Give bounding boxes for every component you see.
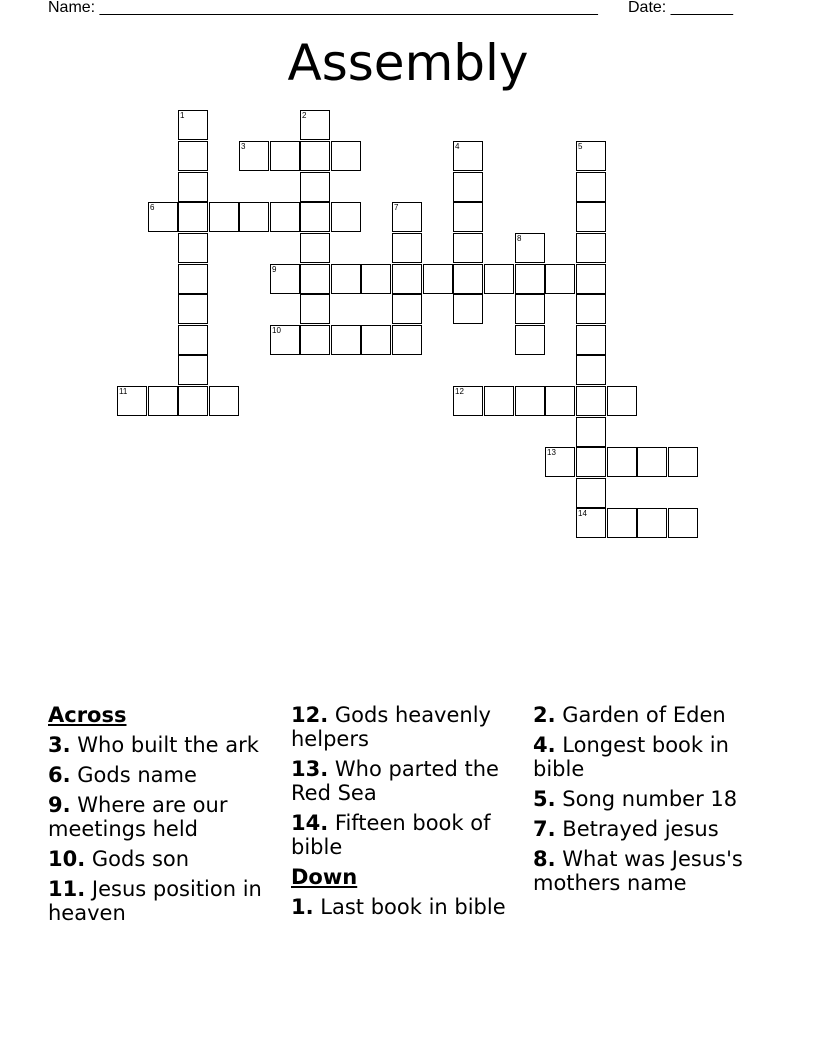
crossword-cell[interactable]	[331, 264, 361, 294]
crossword-cell[interactable]	[270, 202, 300, 232]
crossword-cell[interactable]	[607, 386, 637, 416]
crossword-cell[interactable]	[178, 325, 208, 355]
cell-number: 9	[272, 265, 277, 274]
clue-across-6: 6. Gods name	[48, 763, 197, 787]
clues-column-3	[533, 703, 765, 901]
crossword-cell[interactable]	[331, 325, 361, 355]
down-heading: Down	[291, 865, 358, 889]
crossword-cell[interactable]	[361, 325, 391, 355]
crossword-cell[interactable]	[300, 172, 330, 202]
cell-number: 1	[180, 111, 185, 120]
cell-number: 4	[455, 142, 460, 151]
cell-number: 7	[394, 203, 399, 212]
crossword-cell[interactable]	[576, 233, 606, 263]
clue-down-7: 7. Betrayed jesus	[533, 817, 719, 841]
crossword-cell[interactable]	[637, 508, 667, 538]
crossword-cell[interactable]	[607, 447, 637, 477]
clue-down-5: 5. Song number 18	[533, 787, 738, 811]
crossword-cell[interactable]	[178, 141, 208, 171]
cell-number: 13	[547, 448, 556, 457]
crossword-cell[interactable]	[209, 202, 239, 232]
crossword-cell[interactable]	[331, 202, 361, 232]
crossword-cell[interactable]	[637, 447, 667, 477]
crossword-cell[interactable]	[239, 202, 269, 232]
crossword-cell[interactable]	[453, 294, 483, 324]
crossword-cell[interactable]	[576, 447, 606, 477]
clue-down-1: 1. Last book in bible	[291, 895, 506, 919]
crossword-cell[interactable]	[484, 386, 514, 416]
crossword-cell[interactable]	[545, 386, 575, 416]
cell-number: 6	[150, 203, 155, 212]
crossword-cell[interactable]	[453, 264, 483, 294]
crossword-cell[interactable]	[576, 386, 606, 416]
crossword-cell[interactable]	[209, 386, 239, 416]
crossword-cell[interactable]	[453, 233, 483, 263]
across-heading: Across	[48, 703, 127, 727]
crossword-cell[interactable]	[576, 202, 606, 232]
crossword-cell[interactable]	[392, 294, 422, 324]
crossword-cell[interactable]	[178, 355, 208, 385]
crossword-cell[interactable]	[178, 386, 208, 416]
crossword-cell[interactable]	[576, 325, 606, 355]
clue-down-4: 4. Longest book in bible	[533, 733, 729, 781]
crossword-cell[interactable]	[515, 264, 545, 294]
crossword-cell[interactable]	[178, 264, 208, 294]
cell-number: 3	[241, 142, 246, 151]
cell-number: 5	[578, 142, 583, 151]
crossword-cell[interactable]	[178, 172, 208, 202]
crossword-cell[interactable]	[545, 264, 575, 294]
crossword-cell[interactable]	[392, 325, 422, 355]
clue-across-14: 14. Fifteen book of bible	[291, 811, 491, 859]
crossword-cell[interactable]	[392, 233, 422, 263]
clues-column-2	[291, 703, 523, 925]
crossword-cell[interactable]	[300, 294, 330, 324]
crossword-cell[interactable]	[576, 417, 606, 447]
clue-across-11: 11. Jesus position in heaven	[48, 877, 262, 925]
crossword-cell[interactable]	[515, 325, 545, 355]
crossword-cell[interactable]	[148, 386, 178, 416]
crossword-cell[interactable]	[576, 172, 606, 202]
cell-number: 10	[272, 326, 281, 335]
crossword-cell[interactable]	[270, 141, 300, 171]
crossword-cell[interactable]	[300, 141, 330, 171]
clue-across-12: 12. Gods heavenly helpers	[291, 703, 491, 751]
crossword-cell[interactable]	[453, 202, 483, 232]
clue-across-13: 13. Who parted the Red Sea	[291, 757, 499, 805]
cell-number: 2	[302, 111, 307, 120]
clue-down-2: 2. Garden of Eden	[533, 703, 726, 727]
cell-number: 8	[517, 234, 522, 243]
crossword-cell[interactable]	[423, 264, 453, 294]
crossword-cell[interactable]	[576, 355, 606, 385]
crossword-cell[interactable]	[392, 264, 422, 294]
date-field-label: Date: _______	[628, 0, 733, 16]
crossword-cell[interactable]	[576, 478, 606, 508]
cell-number: 12	[455, 387, 464, 396]
crossword-cell[interactable]	[300, 202, 330, 232]
clues-column-1	[48, 703, 280, 931]
clue-down-8: 8. What was Jesus's mothers name	[533, 847, 743, 895]
clue-across-9: 9. Where are our meetings held	[48, 793, 228, 841]
cell-number: 14	[578, 509, 587, 518]
crossword-cell[interactable]	[300, 233, 330, 263]
crossword-cell[interactable]	[178, 233, 208, 263]
crossword-cell[interactable]	[668, 447, 698, 477]
crossword-cell[interactable]	[576, 294, 606, 324]
crossword-cell[interactable]	[178, 294, 208, 324]
crossword-cell[interactable]	[300, 264, 330, 294]
crossword-cell[interactable]	[515, 294, 545, 324]
name-field-label: Name: ________________________________________________________	[48, 0, 598, 16]
cell-number: 11	[119, 387, 128, 396]
crossword-cell[interactable]	[607, 508, 637, 538]
crossword-cell[interactable]	[453, 172, 483, 202]
page-title: Assembly	[287, 34, 529, 92]
crossword-cell[interactable]	[178, 202, 208, 232]
crossword-cell[interactable]	[668, 508, 698, 538]
crossword-cell[interactable]	[361, 264, 391, 294]
clue-across-10: 10. Gods son	[48, 847, 190, 871]
crossword-cell[interactable]	[576, 264, 606, 294]
crossword-cell[interactable]	[331, 141, 361, 171]
crossword-cell[interactable]	[515, 386, 545, 416]
clue-across-3: 3. Who built the ark	[48, 733, 259, 757]
crossword-cell[interactable]	[300, 325, 330, 355]
crossword-cell[interactable]	[484, 264, 514, 294]
